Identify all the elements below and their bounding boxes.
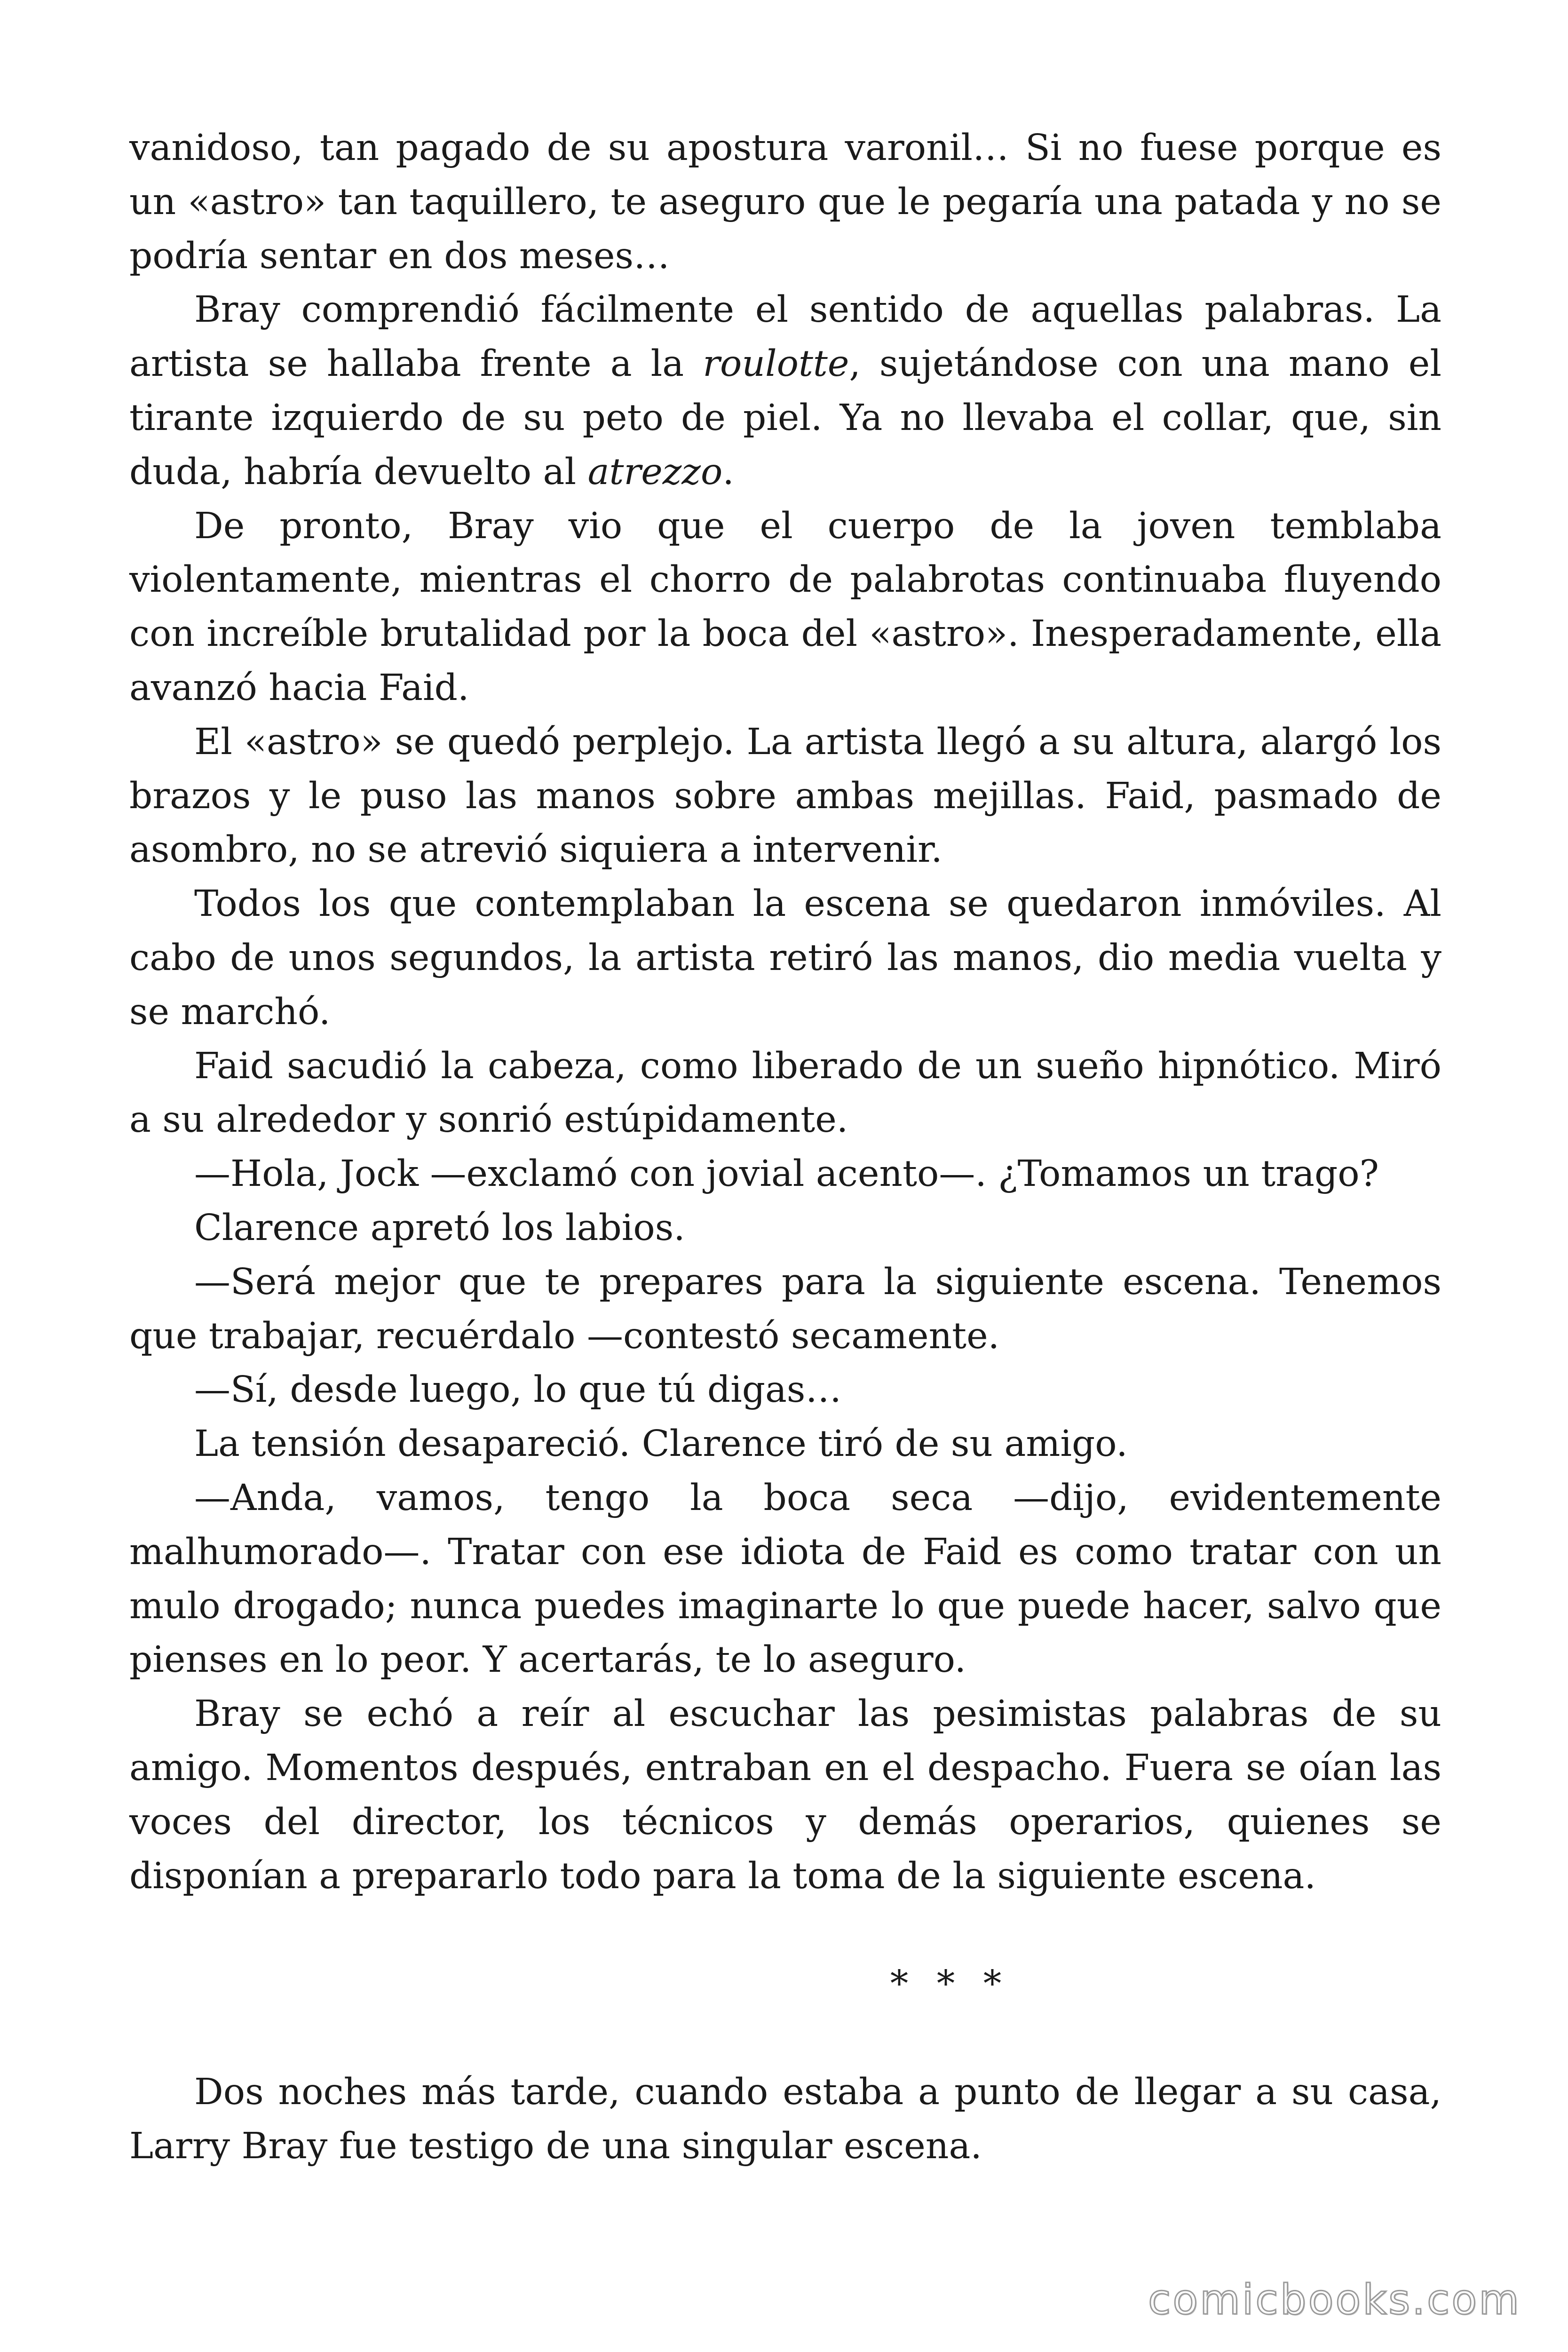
text-run: Clarence apretó los labios. <box>194 1207 685 1249</box>
paragraph-group-main <box>129 121 1441 1903</box>
paragraph <box>129 1255 1441 1364</box>
paragraph <box>129 121 1441 283</box>
paragraph <box>129 283 1441 499</box>
paragraph <box>129 1471 1441 1687</box>
paragraph <box>129 1687 1441 1903</box>
text-run: —Sí, desde luego, lo que tú digas… <box>194 1369 842 1411</box>
paragraph <box>129 500 1441 715</box>
site-watermark: comicbooks.com <box>1148 2275 1521 2324</box>
paragraph <box>129 1201 1441 1255</box>
text-run: . <box>722 451 734 493</box>
text-run: Faid sacudió la cabeza, como liberado de un sueño hipnótico. Miró a su alrededor y sonrió estúpidamente. <box>129 1045 1441 1141</box>
text-run: La tensión desapareció. Clarence tiró de su amigo. <box>194 1423 1128 1465</box>
text-run: —Será mejor que te prepares para la siguiente escena. Tenemos que trabajar, recuérdalo —contestó secamente. <box>129 1261 1441 1357</box>
text-run: Dos noches más tarde, cuando estaba a punto de llegar a su casa, Larry Bray fue testigo de una singular escena. <box>129 2071 1441 2167</box>
italic-text: atrezzo <box>587 451 723 493</box>
text-run: , sujetándose con una mano el tirante izquierdo de su peto de piel. Ya no llevaba el collar, que, sin duda, habría devuelto al <box>129 343 1441 493</box>
text-run: Todos los que contemplaban la escena se quedaron inmóviles. Al cabo de unos segundos, la artista retiró las manos, dio media vuelta y se marchó. <box>129 883 1441 1033</box>
text-run: —Hola, Jock —exclamó con jovial acento—. ¿Tomamos un trago? <box>194 1153 1379 1195</box>
text-run: El «astro» se quedó perplejo. La artista llegó a su altura, alargó los brazos y le puso las manos sobre ambas mejillas. Faid, pasmado de asombro, no se atrevió siquiera a intervenir. <box>129 721 1441 871</box>
paragraph <box>129 1363 1441 1417</box>
body-text <box>129 121 1441 2174</box>
section-separator: * * * <box>890 1963 1010 2005</box>
italic-text: roulotte <box>703 343 849 385</box>
text-run: Bray se echó a reír al escuchar las pesimistas palabras de su amigo. Momentos después, entraban en el despacho. Fuera se oían las voces del director, los técnicos y demás operarios, quienes se disponían a prepararlo todo para la toma de la siguiente escena. <box>129 1693 1441 1897</box>
paragraph <box>129 1040 1441 1148</box>
text-run: Bray comprendió fácilmente el sentido de aquellas palabras. La artista se hallaba frente a la <box>129 289 1441 385</box>
paragraph <box>129 877 1441 1039</box>
text-run: vanidoso, tan pagado de su apostura varonil… Si no fuese porque es un «astro» tan taquillero, te aseguro que le pegaría una patada y no se podría sentar en dos meses… <box>129 127 1441 277</box>
paragraph-group-after <box>129 2066 1441 2174</box>
text-run: De pronto, Bray vio que el cuerpo de la joven temblaba violentamente, mientras el chorro de palabrotas continuaba fluyendo con increíble brutalidad por la boca del «astro». Inesperadamente, ella avanzó hacia Faid. <box>129 505 1441 709</box>
paragraph <box>129 2066 1441 2174</box>
paragraph <box>129 1417 1441 1471</box>
paragraph <box>129 1147 1441 1201</box>
text-run: —Anda, vamos, tengo la boca seca —dijo, evidentemente malhumorado—. Tratar con ese idiota de Faid es como tratar con un mulo drogado; nunca puedes imaginarte lo que puede hacer, salvo que pienses en lo peor. Y acertarás, te lo aseguro. <box>129 1477 1441 1681</box>
paragraph <box>129 715 1441 877</box>
